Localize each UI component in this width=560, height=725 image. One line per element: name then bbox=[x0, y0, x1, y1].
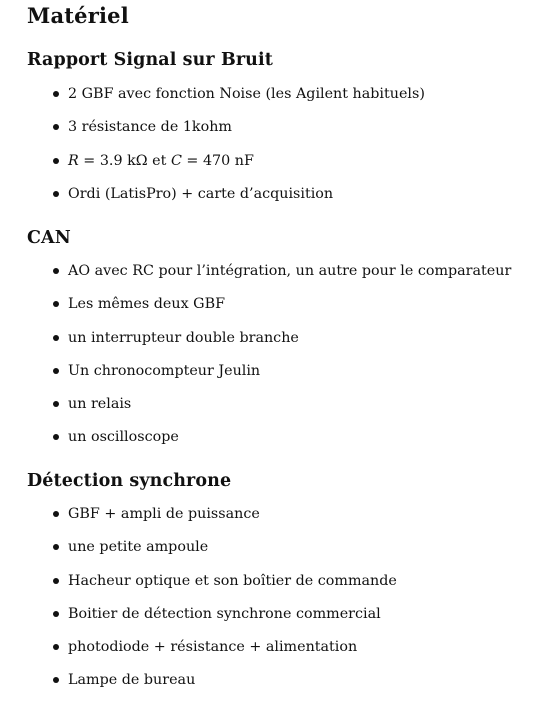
list-item bbox=[0, 117, 560, 150]
bullet-icon bbox=[53, 434, 59, 440]
bullet-icon bbox=[53, 124, 59, 130]
list-rapport-signal-bruit bbox=[0, 84, 560, 217]
list-item-text: Ordi (LatisPro) + carte d’acquisition bbox=[68, 185, 334, 202]
list-item bbox=[0, 294, 560, 327]
list-item bbox=[0, 427, 560, 460]
list-item-text: un oscilloscope bbox=[68, 429, 179, 446]
list-item-text: Lampe de bureau bbox=[68, 672, 196, 689]
bullet-icon bbox=[53, 611, 59, 617]
list-item-text: R = 3.9 kΩ et C = 470 nF bbox=[68, 152, 254, 169]
section-heading-detection-synchrone: Détection synchrone bbox=[27, 471, 232, 491]
list-item-text: 3 résistance de 1kohm bbox=[68, 119, 232, 136]
bullet-icon bbox=[53, 677, 59, 683]
list-item bbox=[0, 184, 560, 217]
list-item-text: un relais bbox=[68, 396, 132, 413]
list-item bbox=[0, 328, 560, 361]
bullet-icon bbox=[53, 544, 59, 550]
list-can bbox=[0, 261, 560, 461]
list-item-text: Les mêmes deux GBF bbox=[68, 296, 226, 313]
bullet-icon bbox=[53, 644, 59, 650]
section-heading-can: CAN bbox=[27, 228, 71, 248]
list-item bbox=[0, 394, 560, 427]
list-item-text: photodiode + résistance + alimentation bbox=[68, 639, 358, 656]
list-item bbox=[0, 361, 560, 394]
bullet-icon bbox=[53, 335, 59, 341]
list-item-text: un interrupteur double branche bbox=[68, 329, 299, 346]
list-item bbox=[0, 537, 560, 570]
bullet-icon bbox=[53, 191, 59, 197]
bullet-icon bbox=[53, 511, 59, 517]
page-title: Matériel bbox=[27, 3, 129, 28]
list-item bbox=[0, 571, 560, 604]
list-item bbox=[0, 261, 560, 294]
list-item-text: 2 GBF avec fonction Noise (les Agilent habituels) bbox=[68, 86, 425, 102]
list-item bbox=[0, 151, 560, 184]
section-heading-rapport-signal-bruit: Rapport Signal sur Bruit bbox=[27, 50, 273, 70]
bullet-icon bbox=[53, 268, 59, 274]
bullet-icon bbox=[53, 578, 59, 584]
bullet-icon bbox=[53, 91, 59, 97]
list-item-text: GBF + ampli de puissance bbox=[68, 506, 260, 522]
bullet-icon bbox=[53, 401, 59, 407]
bullet-icon bbox=[53, 368, 59, 374]
list-detection-synchrone bbox=[0, 504, 560, 704]
list-item-text: Hacheur optique et son boîtier de commande bbox=[68, 572, 397, 589]
bullet-icon bbox=[53, 301, 59, 307]
list-item-text: une petite ampoule bbox=[68, 539, 209, 556]
list-item bbox=[0, 604, 560, 637]
list-item bbox=[0, 670, 560, 703]
list-item-text: Un chronocompteur Jeulin bbox=[68, 362, 261, 379]
list-item-text: Boitier de détection synchrone commercial bbox=[68, 605, 381, 622]
list-item bbox=[0, 504, 560, 537]
list-item-text: AO avec RC pour l’intégration, un autre pour le comparateur bbox=[68, 263, 512, 279]
bullet-icon bbox=[53, 158, 59, 164]
list-item bbox=[0, 637, 560, 670]
list-item bbox=[0, 84, 560, 117]
